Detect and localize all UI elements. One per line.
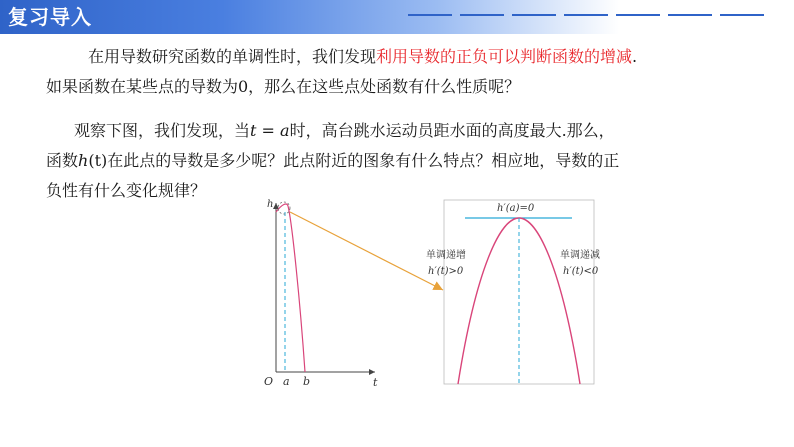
paragraph-1-end: . bbox=[632, 47, 638, 66]
decreasing-label: 单调递减 bbox=[560, 250, 600, 261]
math-var-a: a bbox=[280, 121, 290, 140]
decreasing-condition: h′(t)<0 bbox=[563, 266, 599, 277]
left-x-axis-label: t bbox=[373, 376, 378, 389]
left-height-curve bbox=[276, 204, 305, 372]
tangent-label: h′(a)=0 bbox=[497, 203, 535, 214]
tick-b-label: b bbox=[303, 375, 311, 388]
math-equals: = bbox=[256, 121, 281, 140]
tick-a-label: a bbox=[283, 375, 290, 388]
section-title: 复习导入 bbox=[8, 5, 92, 29]
paragraph-2-text-b: 时，高台跳水运动员距水面的高度最大.那么， bbox=[289, 121, 615, 140]
paragraph-1-lead: 在用导数研究函数的单调性时，我们发现 bbox=[88, 47, 377, 66]
paragraph-2-text-c: 函数 bbox=[46, 151, 79, 170]
math-var-t: t bbox=[250, 121, 257, 140]
math-func-h: h bbox=[78, 151, 89, 170]
paragraph-1-highlight: 利用导数的正负可以判断函数的增减 bbox=[376, 47, 633, 66]
increasing-condition: h′(t)>0 bbox=[428, 266, 464, 277]
increasing-label: 单调递增 bbox=[426, 250, 466, 261]
origin-label: O bbox=[264, 375, 274, 388]
math-paren-t: (t) bbox=[88, 151, 108, 170]
paragraph-1-line-2: 如果函数在某些点的导数为0，那么在这些点处函数有什么性质呢？ bbox=[46, 77, 521, 96]
paragraph-2-text-a: 观察下图，我们发现，当 bbox=[74, 121, 251, 140]
left-y-axis-label: h bbox=[267, 199, 274, 210]
zoom-arrow bbox=[290, 212, 443, 290]
paragraph-2-line-3: 负性有什么变化规律？ bbox=[46, 181, 207, 200]
paragraph-2-text-d: 在此点的导数是多少呢？此点附近的图象有什么特点？相应地，导数的正 bbox=[107, 151, 620, 170]
